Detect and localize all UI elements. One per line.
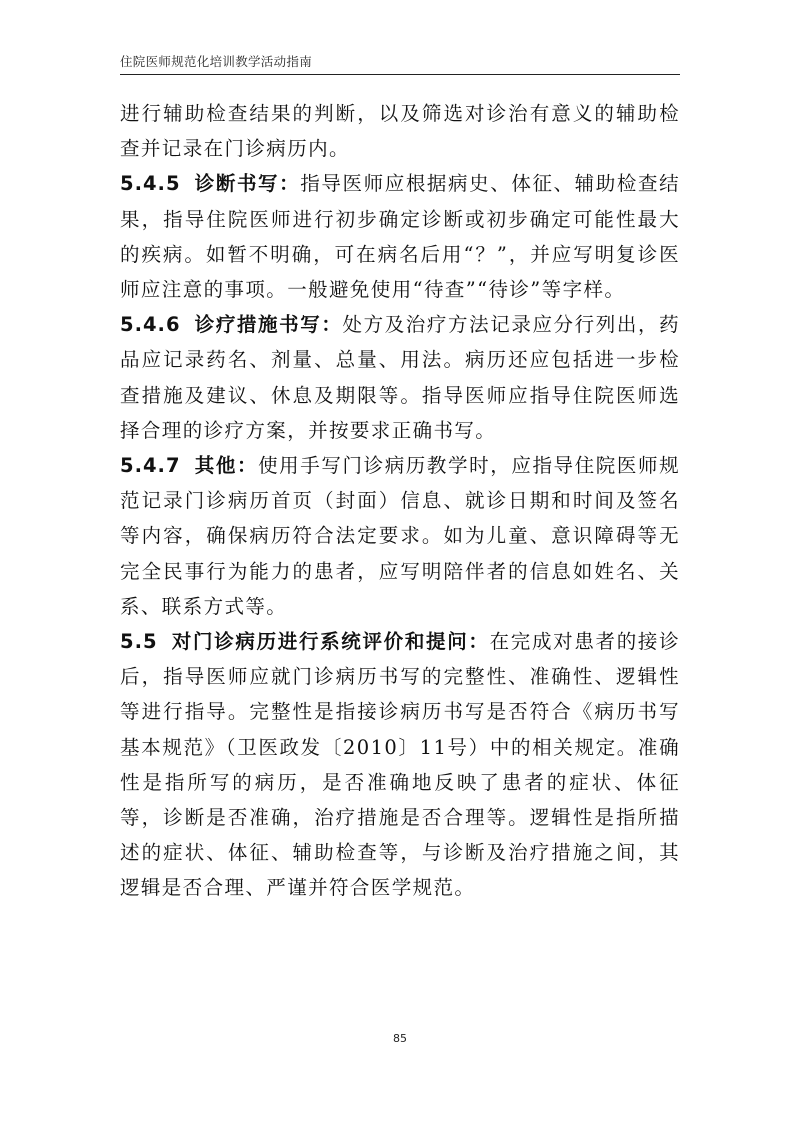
section-5-5 xyxy=(120,624,680,906)
section-5-4-5 xyxy=(120,166,680,307)
paragraph-text: 使用手写门诊病历教学时，应指导住院医师规范记录门诊病历首页（封面）信息、就诊日期和时间及签名等内容，确保病历符合法定要求。如为儿童、意识障碍等无完全民事行为能力的患者，应写明陪伴者的信息如姓名、关系、联系方式等。 xyxy=(120,454,680,618)
document-body xyxy=(120,96,680,906)
section-5-4-7 xyxy=(120,448,680,624)
section-number: 5.4.6 xyxy=(120,313,181,337)
running-header-title: 住院医师规范化培训教学活动指南 xyxy=(120,54,313,69)
section-title: 诊疗措施书写： xyxy=(194,313,343,337)
paragraph-text: 指导医师应根据病史、体征、辅助检查结果，指导住院医师进行初步确定诊断或初步确定可能性最大的疾病。如暂不明确，可在病名后用“？”，并应写明复诊医师应注意的事项。一般避免使用“待查”“待诊”等字样。 xyxy=(120,172,680,302)
paragraph-continuation xyxy=(120,96,680,166)
section-number: 5.4.7 xyxy=(120,454,181,478)
paragraph-text: 处方及治疗方法记录应分行列出，药品应记录药名、剂量、总量、用法。病历还应包括进一步检查措施及建议、休息及期限等。指导医师应指导住院医师选择合理的诊疗方案，并按要求正确书写。 xyxy=(120,313,680,442)
page-number: 85 xyxy=(393,1032,407,1045)
paragraph-text: 进行辅助检查结果的判断，以及筛选对诊治有意义的辅助检查并记录在门诊病历内。 xyxy=(120,102,680,161)
section-title: 其他： xyxy=(194,454,259,478)
section-number: 5.5 xyxy=(120,630,158,654)
section-title: 诊断书写： xyxy=(194,172,301,196)
paragraph-text: 在完成对患者的接诊后，指导医师应就门诊病历书写的完整性、准确性、逻辑性等进行指导。完整性是指接诊病历书写是否符合《病历书写基本规范》（卫医政发〔2010〕11号）中的相关规定。准确性是指所写的病历，是否准确地反映了患者的症状、体征等，诊断是否准确，治疗措施是否合理等。逻辑性是指所描述的症状、体征、辅助检查等，与诊断及治疗措施之间，其逻辑是否合理、严谨并符合医学规范。 xyxy=(120,630,680,900)
section-number: 5.4.5 xyxy=(120,172,181,196)
section-title: 对门诊病历进行系统评价和提问： xyxy=(171,630,490,654)
section-5-4-6 xyxy=(120,307,680,448)
running-header xyxy=(120,50,680,75)
